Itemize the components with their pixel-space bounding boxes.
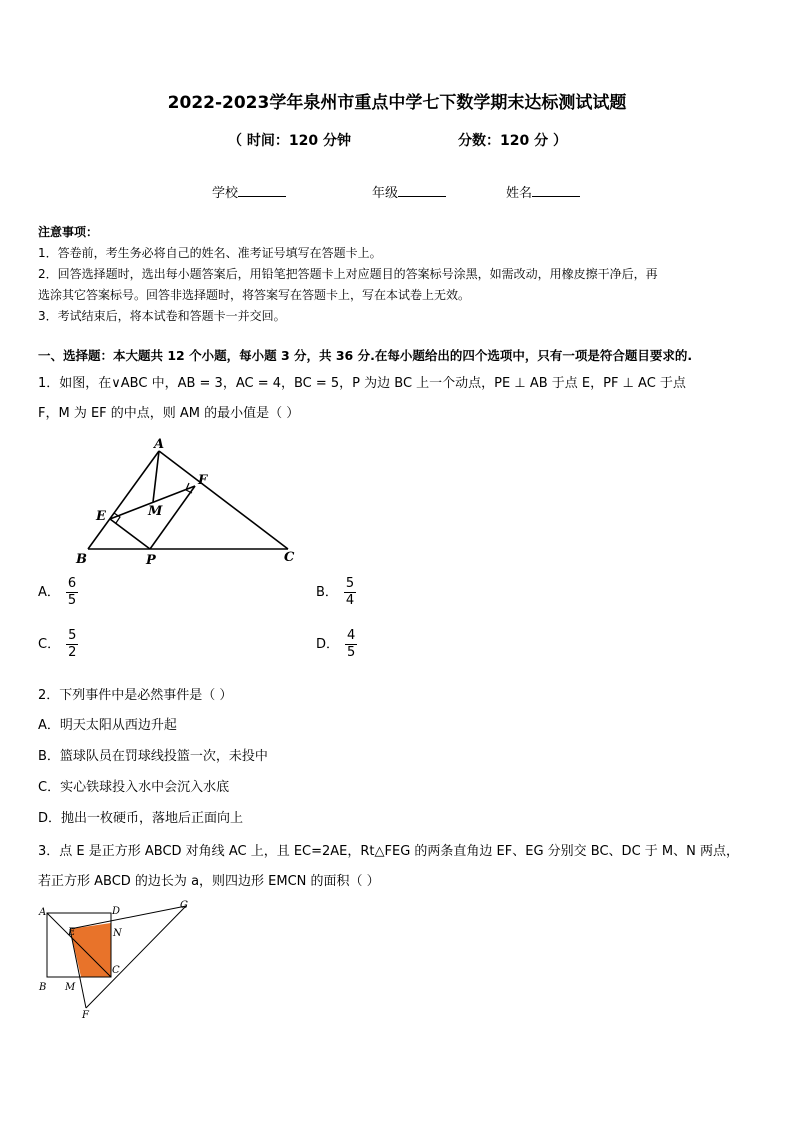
q1-option-d-letter: D． bbox=[316, 637, 340, 652]
q2-stem: 2．下列事件中是必然事件是（ ） bbox=[38, 688, 233, 703]
q1-option-b-den: 4 bbox=[345, 593, 355, 608]
q1-option-a-letter: A． bbox=[38, 585, 60, 600]
q1-label-m: M bbox=[148, 504, 163, 519]
q3-label-n: N bbox=[113, 928, 122, 939]
q1-option-d[interactable] bbox=[316, 628, 357, 661]
q1-option-c-num: 5 bbox=[68, 628, 77, 643]
q1-label-b: B bbox=[76, 552, 87, 567]
grade-label: 年级 bbox=[372, 186, 399, 201]
q1-stem-line2: F，M 为 EF 的中点，则 AM 的最小值是（ ） bbox=[38, 406, 300, 421]
q3-side-eg bbox=[70, 906, 186, 929]
q1-option-a[interactable] bbox=[38, 576, 78, 609]
q2-option-a[interactable]: A．明天太阳从西边升起 bbox=[38, 718, 177, 733]
name-blank bbox=[532, 184, 580, 197]
school-blank bbox=[238, 184, 286, 197]
q3-label-f: F bbox=[82, 1010, 89, 1021]
grade-field bbox=[372, 182, 446, 201]
notice-block bbox=[38, 222, 760, 327]
q3-figure bbox=[36, 898, 196, 1022]
q1-figure bbox=[70, 436, 310, 568]
q1-right-angle-e bbox=[114, 513, 120, 523]
q1-side-ac bbox=[159, 451, 288, 549]
q1-option-b-num: 5 bbox=[345, 576, 355, 591]
notice-item: 1．答卷前，考生务必将自己的姓名、准考证号填写在答题卡上。 bbox=[38, 246, 382, 260]
q1-label-c: C bbox=[284, 550, 295, 565]
q1-option-a-den: 5 bbox=[67, 593, 77, 608]
q2-option-c[interactable]: C．实心铁球投入水中会沉入水底 bbox=[38, 780, 230, 795]
q3-stem-line2: 若正方形 ABCD 的边长为 a，则四边形 EMCN 的面积（ ） bbox=[38, 874, 380, 889]
notice-item: 3．考试结束后，将本试卷和答题卡一并交回。 bbox=[38, 309, 286, 323]
q1-side-ab bbox=[88, 451, 159, 549]
q3-label-a: A bbox=[39, 907, 47, 918]
q1-option-c-letter: C． bbox=[38, 637, 61, 652]
name-label: 姓名 bbox=[506, 186, 533, 201]
q1-stem-line1: 1．如图，在∨ABC 中，AB = 3，AC = 4，BC = 5，P 为边 BC 上一个动点，PE ⊥ AB 于点 E，PF ⊥ AC 于点 bbox=[38, 376, 686, 391]
exam-score: 分数：120 分 ） bbox=[458, 133, 567, 149]
school-field bbox=[212, 182, 286, 201]
q2-option-d[interactable]: D．抛出一枚硬币，落地后正面向上 bbox=[38, 811, 244, 826]
q1-label-f: F bbox=[198, 473, 208, 488]
q1-option-d-num: 4 bbox=[347, 628, 356, 643]
q1-label-a: A bbox=[154, 437, 165, 452]
q1-label-e: E bbox=[96, 509, 106, 524]
page-title: 2022-2023学年泉州市重点中学七下数学期末达标测试试题 bbox=[167, 93, 627, 113]
q1-option-c-den: 2 bbox=[68, 645, 77, 660]
school-label: 学校 bbox=[212, 186, 239, 201]
q3-label-e: E bbox=[68, 927, 76, 938]
q1-seg-pe bbox=[110, 519, 150, 549]
q3-stem-line1: 3．点 E 是正方形 ABCD 对角线 AC 上，且 EC=2AE，Rt△FEG 的两条直角边 EF、EG 分别交 BC、DC 于 M、N 两点， bbox=[38, 844, 739, 859]
q2-option-b[interactable]: B．篮球队员在罚球线投篮一次，未投中 bbox=[38, 749, 268, 764]
grade-blank bbox=[398, 184, 446, 197]
notice-heading: 注意事项： bbox=[38, 225, 99, 239]
q3-label-d: D bbox=[112, 906, 121, 917]
q3-label-g: G bbox=[180, 900, 188, 911]
q1-option-a-num: 6 bbox=[67, 576, 77, 591]
notice-item: 选涂其它答案标号。回答非选择题时，将答案写在答题卡上，写在本试卷上无效。 bbox=[38, 288, 471, 302]
q1-option-d-den: 5 bbox=[347, 645, 356, 660]
q1-option-c[interactable] bbox=[38, 628, 78, 661]
notice-item: 2．回答选择题时，选出每小题答案后，用铅笔把答题卡上对应题目的答案标号涂黑，如需改动，用橡皮擦干净后，再 bbox=[38, 267, 658, 281]
q3-label-m: M bbox=[65, 982, 76, 993]
section-heading: 一、选择题：本大题共 12 个小题，每小题 3 分，共 36 分.在每小题给出的四个选项中，只有一项是符合题目要求的. bbox=[38, 348, 693, 363]
q1-option-b[interactable] bbox=[316, 576, 356, 609]
q3-label-c: C bbox=[112, 965, 120, 976]
q1-option-b-letter: B． bbox=[316, 585, 338, 600]
q1-label-p: P bbox=[146, 553, 156, 568]
q3-quad-emcn bbox=[70, 923, 111, 977]
name-field bbox=[506, 182, 580, 201]
exam-time: （ 时间：120 分钟 bbox=[228, 133, 351, 149]
q3-label-b: B bbox=[39, 982, 47, 993]
